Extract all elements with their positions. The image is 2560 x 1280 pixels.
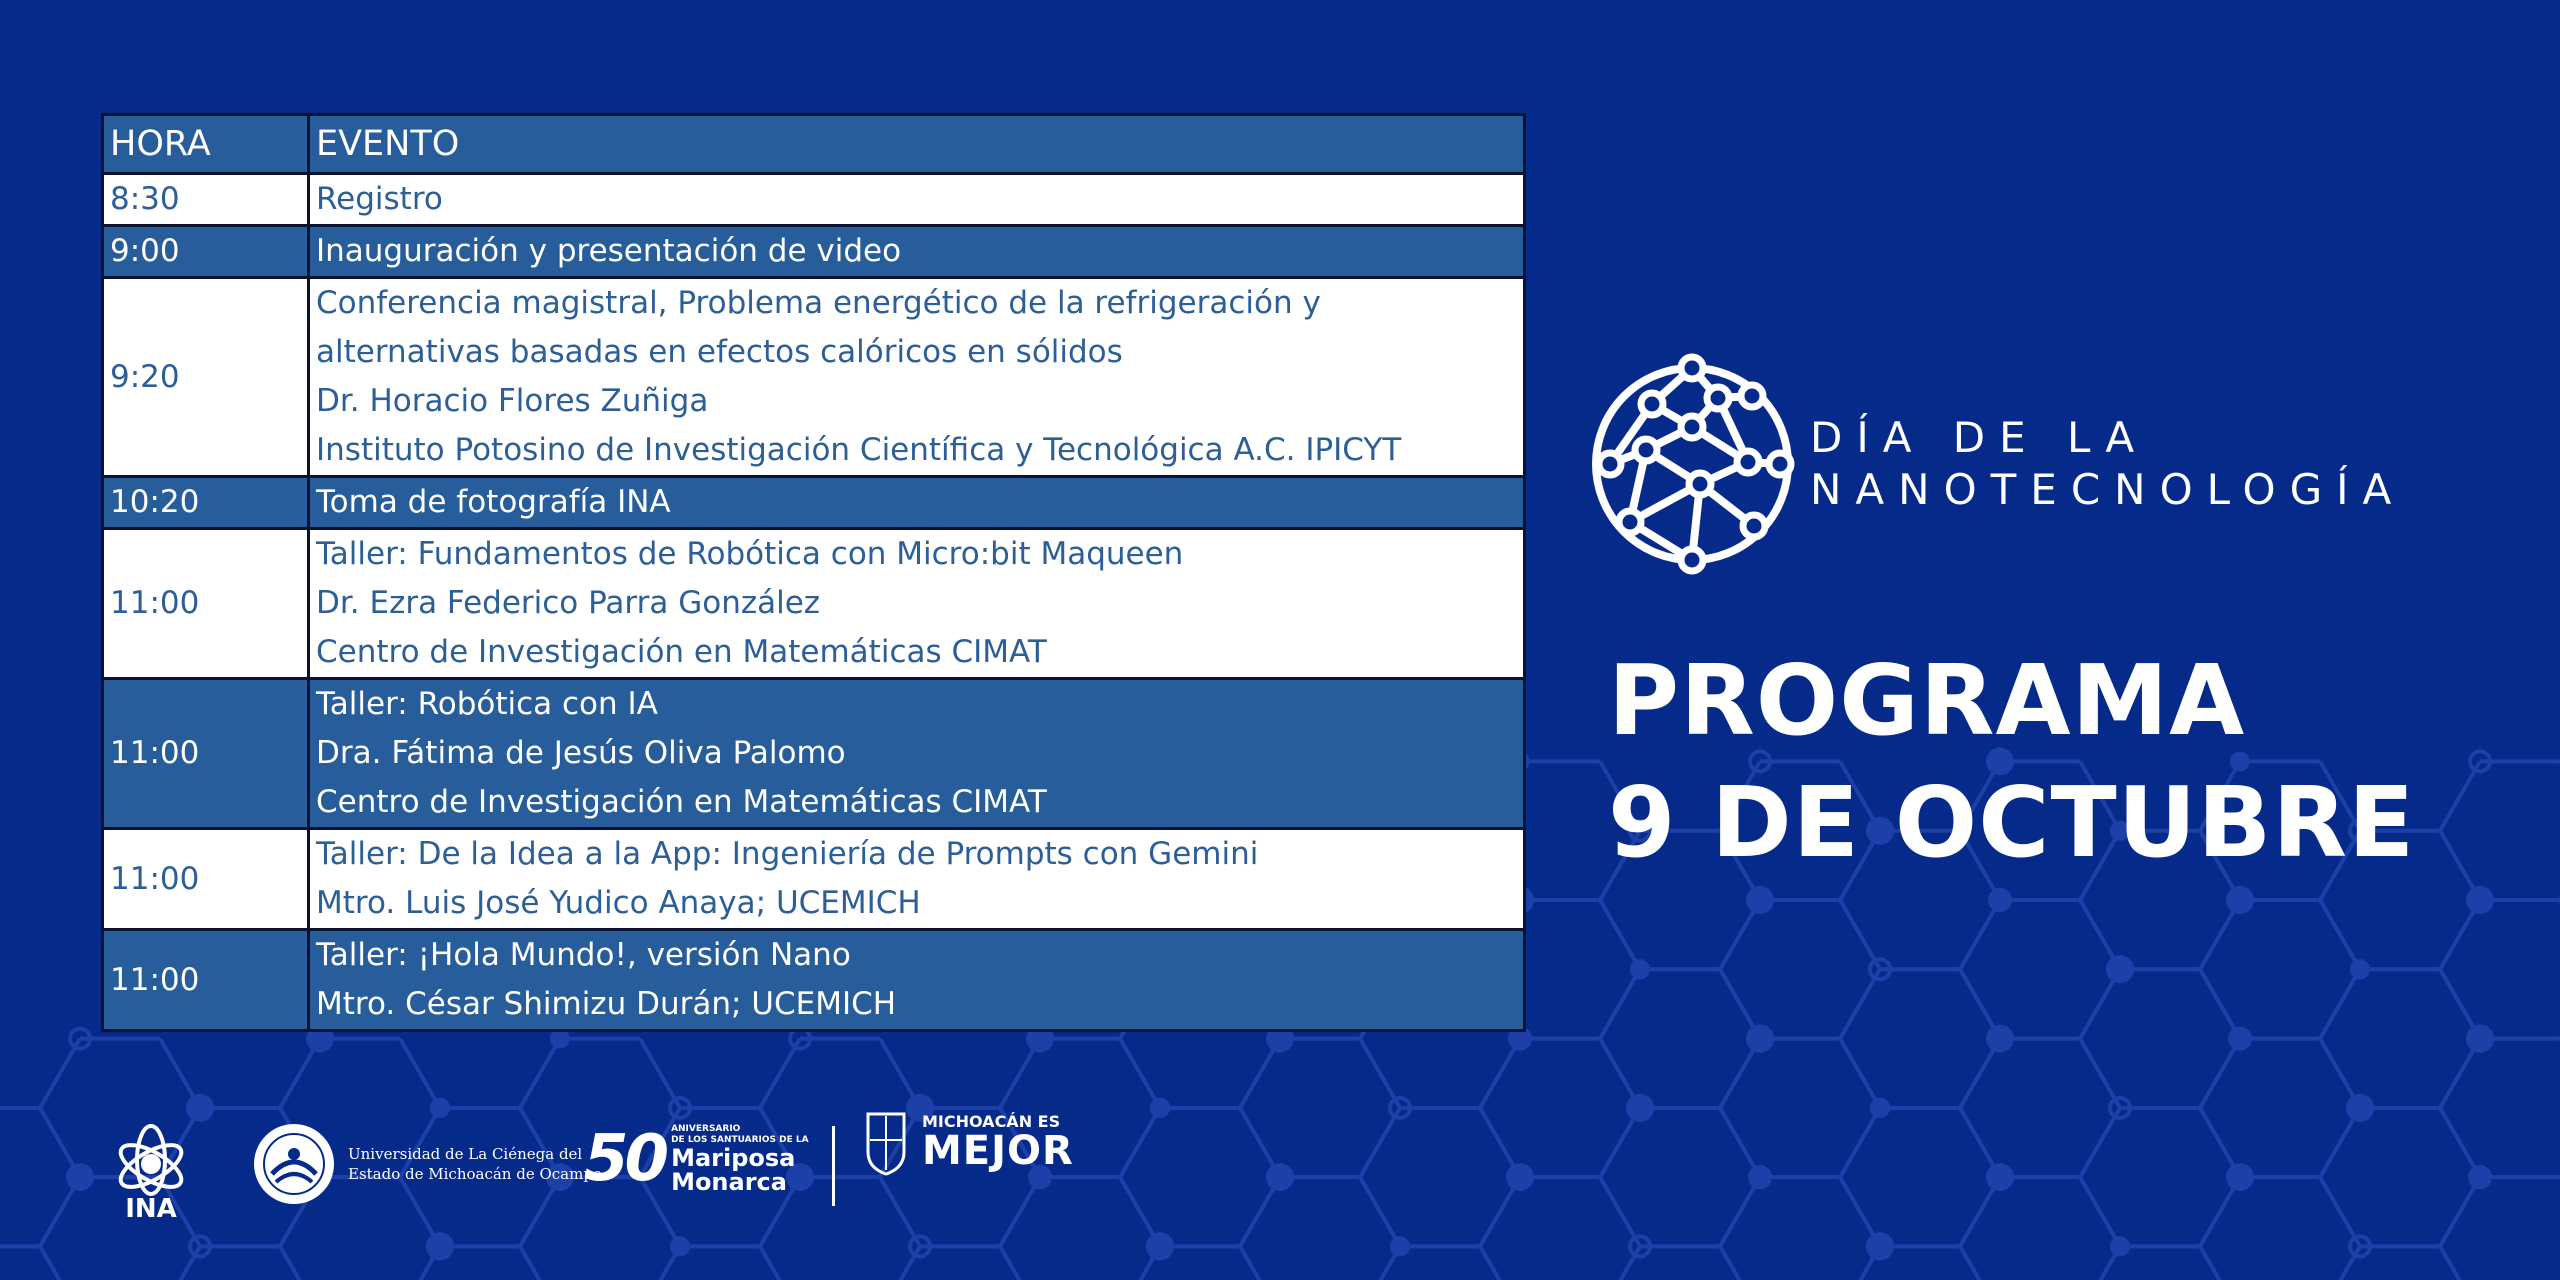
- mariposa-monarca-logo: [584, 1124, 809, 1194]
- hexagon-edge: [2200, 969, 2240, 1038]
- hexagon-edge: [1000, 1246, 1040, 1280]
- hexagon-edge: [760, 1246, 800, 1280]
- hexagon-edge: [1600, 969, 1640, 1038]
- row-time: 9:00: [103, 226, 309, 278]
- hexagon-edge: [1480, 1246, 1520, 1280]
- hexagon-edge: [1960, 1246, 2000, 1280]
- table-header-row: [103, 115, 1525, 174]
- hexagon-edge: [2320, 969, 2360, 1038]
- ina-logo: [106, 1116, 196, 1224]
- hexagon-edge: [40, 1246, 80, 1280]
- row-event: [309, 226, 1525, 278]
- hexagon-edge: [1360, 1108, 1400, 1177]
- program-heading: [1608, 640, 2415, 884]
- event-title-line1: DÍA DE LA: [1810, 413, 2149, 462]
- table-row: [103, 226, 1525, 278]
- table-row: [103, 930, 1525, 1031]
- hexagon-edge: [1600, 1246, 1640, 1280]
- hexagon-node: [1986, 1163, 2014, 1191]
- hexagon-node: [1630, 959, 1650, 979]
- michoacan-shield-icon: [864, 1108, 908, 1176]
- hexagon-edge: [520, 1246, 560, 1280]
- nano-network-icon: [1580, 352, 1804, 576]
- hexagon-edge: [1960, 900, 2000, 969]
- michoacan-text: [922, 1112, 1074, 1174]
- hexagon-node: [2350, 959, 2370, 979]
- hexagon-edge: [2440, 1246, 2480, 1280]
- event-line: Instituto Potosino de Investigación Científica y Tecnológica A.C. IPICYT: [316, 432, 1402, 468]
- ina-label: INA: [125, 1194, 177, 1224]
- mariposa-line1: Mariposa: [671, 1144, 796, 1172]
- row-event: [309, 278, 1525, 477]
- hexagon-edge: [1240, 1246, 1280, 1280]
- hexagon-edge: [880, 1246, 920, 1280]
- event-brand: [1580, 352, 2405, 576]
- hexagon-node: [70, 1167, 90, 1187]
- event-line: Toma de fotografía INA: [316, 484, 671, 520]
- hexagon-edge: [640, 1039, 680, 1108]
- hexagon-node: [2106, 955, 2134, 983]
- hexagon-edge: [280, 1246, 320, 1280]
- event-line: alternativas basadas en efectos calóricos en sólidos: [316, 334, 1123, 370]
- row-time: 11:00: [103, 829, 309, 930]
- hexagon-node: [2466, 1025, 2494, 1053]
- event-line: Dr. Ezra Federico Parra González: [316, 585, 821, 621]
- hexagon-edge: [1720, 1246, 1760, 1280]
- hexagon-edge: [1600, 1177, 1640, 1246]
- mariposa-small-line2: DE LOS SANTUARIOS DE LA: [671, 1135, 809, 1145]
- hexagon-edge: [1600, 1246, 1640, 1280]
- hexagon-node: [1626, 1094, 1654, 1122]
- hexagon-node: [1866, 1232, 1894, 1260]
- row-time: 8:30: [103, 174, 309, 226]
- anniversary-number: 50: [584, 1122, 666, 1196]
- michoacan-top: MICHOACÁN ES: [922, 1112, 1061, 1131]
- row-time: 11:00: [103, 679, 309, 829]
- hexagon-edge: [2320, 1246, 2360, 1280]
- hexagon-node: [1146, 1232, 1174, 1260]
- hexagon-edge: [2440, 1108, 2480, 1177]
- row-event: [309, 930, 1525, 1031]
- hexagon-node: [1746, 1025, 1774, 1053]
- hexagon-node: [670, 1236, 690, 1256]
- hexagon-edge: [1360, 1177, 1400, 1246]
- event-line: Inauguración y presentación de video: [316, 233, 902, 269]
- hexagon-edge: [1720, 1246, 1760, 1280]
- event-line: Taller: Robótica con IA: [316, 686, 658, 722]
- table-row: [103, 278, 1525, 477]
- hexagon-edge: [1120, 1039, 1160, 1108]
- event-title: [1810, 412, 2405, 516]
- event-line: Registro: [316, 181, 443, 217]
- hexagon-node: [2346, 1094, 2374, 1122]
- mariposa-text: [671, 1124, 809, 1194]
- hexagon-edge: [2200, 1246, 2240, 1280]
- hexagon-node: [1150, 1098, 1170, 1118]
- hexagon-edge: [1000, 1177, 1040, 1246]
- university-name: [348, 1144, 602, 1184]
- row-time: 11:00: [103, 930, 309, 1031]
- table-row: [103, 829, 1525, 930]
- row-event: [309, 829, 1525, 930]
- hexagon-edge: [2440, 1177, 2480, 1246]
- hexagon-edge: [880, 1177, 920, 1246]
- hexagon-edge: [1120, 1108, 1160, 1177]
- hexagon-edge: [520, 1039, 560, 1108]
- mariposa-line2: Monarca: [671, 1168, 787, 1196]
- hexagon-edge: [1240, 1246, 1280, 1280]
- hexagon-edge: [2080, 1039, 2120, 1108]
- hexagon-edge: [160, 1246, 200, 1280]
- event-line: Dr. Horacio Flores Zuñiga: [316, 383, 709, 419]
- event-line: Taller: Fundamentos de Robótica con Micro:bit Maqueen: [316, 536, 1184, 572]
- hexagon-edge: [2440, 761, 2480, 830]
- program-title: PROGRAMA: [1608, 644, 2246, 757]
- event-line: Centro de Investigación en Matemáticas CIMAT: [316, 634, 1047, 670]
- event-line: Taller: De la Idea a la App: Ingeniería de Prompts con Gemini: [316, 836, 1259, 872]
- hexagon-edge: [280, 1246, 320, 1280]
- event-line: Taller: ¡Hola Mundo!, versión Nano: [316, 937, 851, 973]
- table-row: [103, 679, 1525, 829]
- schedule-table: [101, 113, 1526, 1032]
- header-hora: HORA: [103, 115, 309, 174]
- row-time: 11:00: [103, 529, 309, 679]
- michoacan-logo: [864, 1108, 1074, 1176]
- hexagon-edge: [1840, 900, 1880, 969]
- hexagon-edge: [520, 1246, 560, 1280]
- table-row: [103, 477, 1525, 529]
- header-evento: EVENTO: [309, 115, 1525, 174]
- program-date: 9 DE OCTUBRE: [1608, 766, 2416, 879]
- table-row: [103, 174, 1525, 226]
- hexagon-edge: [1960, 1246, 2000, 1280]
- logo-divider: [832, 1126, 835, 1206]
- mariposa-small-line1: ANIVERSARIO: [671, 1124, 741, 1134]
- hexagon-node: [2470, 890, 2490, 910]
- university-seal-icon: [252, 1122, 336, 1206]
- hexagon-edge: [2320, 900, 2360, 969]
- event-line: Mtro. César Shimizu Durán; UCEMICH: [316, 986, 897, 1022]
- hexagon-edge: [1000, 1246, 1040, 1280]
- event-title-line2: NANOTECNOLOGÍA: [1810, 465, 2406, 514]
- hexagon-edge: [2200, 1246, 2240, 1280]
- row-event: [309, 477, 1525, 529]
- hexagon-node: [1390, 1236, 1410, 1256]
- hexagon-edge: [1360, 1039, 1400, 1108]
- michoacan-big: MEJOR: [922, 1128, 1074, 1174]
- hexagon-edge: [400, 1039, 440, 1108]
- hexagon-edge: [40, 1246, 80, 1280]
- hexagon-edge: [2080, 1177, 2120, 1246]
- table-row: [103, 529, 1525, 679]
- row-event: [309, 679, 1525, 829]
- hexagon-edge: [1720, 1108, 1760, 1177]
- hexagon-edge: [1840, 969, 1880, 1038]
- event-line: Conferencia magistral, Problema energético de la refrigeración y: [316, 285, 1321, 321]
- hexagon-edge: [1600, 900, 1640, 969]
- university-name-line1: Universidad de La Ciénega del: [348, 1145, 583, 1163]
- row-time: 10:20: [103, 477, 309, 529]
- hexagon-node: [426, 1232, 454, 1260]
- hexagon-edge: [2320, 1177, 2360, 1246]
- ina-emblem-icon: [111, 1116, 191, 1196]
- hexagon-edge: [1720, 1177, 1760, 1246]
- hexagon-edge: [880, 1246, 920, 1280]
- hexagon-edge: [1840, 1108, 1880, 1177]
- hexagon-node: [1870, 1098, 1890, 1118]
- hexagon-edge: [2080, 1108, 2120, 1177]
- row-time: 9:20: [103, 278, 309, 477]
- hexagon-node: [1266, 1163, 1294, 1191]
- row-event: [309, 174, 1525, 226]
- hexagon-node: [2226, 886, 2254, 914]
- hexagon-edge: [1840, 1039, 1880, 1108]
- hexagon-edge: [2320, 1246, 2360, 1280]
- event-line: Mtro. Luis José Yudico Anaya; UCEMICH: [316, 885, 921, 921]
- hexagon-edge: [1480, 1246, 1520, 1280]
- hexagon-edge: [2440, 1246, 2480, 1280]
- hexagon-edge: [160, 1246, 200, 1280]
- hexagon-edge: [40, 1039, 80, 1108]
- hexagon-node: [2110, 1236, 2130, 1256]
- row-event: [309, 529, 1525, 679]
- event-line: Dra. Fátima de Jesús Oliva Palomo: [316, 735, 846, 771]
- hexagon-edge: [760, 1246, 800, 1280]
- event-line: Centro de Investigación en Matemáticas CIMAT: [316, 784, 1047, 820]
- hexagon-edge: [1480, 1039, 1520, 1108]
- university-name-line2: Estado de Michoacán de Ocampo: [348, 1165, 602, 1183]
- hexagon-node: [2230, 1167, 2250, 1187]
- hexagon-edge: [2200, 1039, 2240, 1108]
- hexagon-node: [1510, 1167, 1530, 1187]
- hexagon-node: [430, 1098, 450, 1118]
- university-logo: [252, 1122, 602, 1206]
- hexagon-node: [1990, 1029, 2010, 1049]
- hexagon-node: [1750, 890, 1770, 910]
- hexagon-edge: [760, 1039, 800, 1108]
